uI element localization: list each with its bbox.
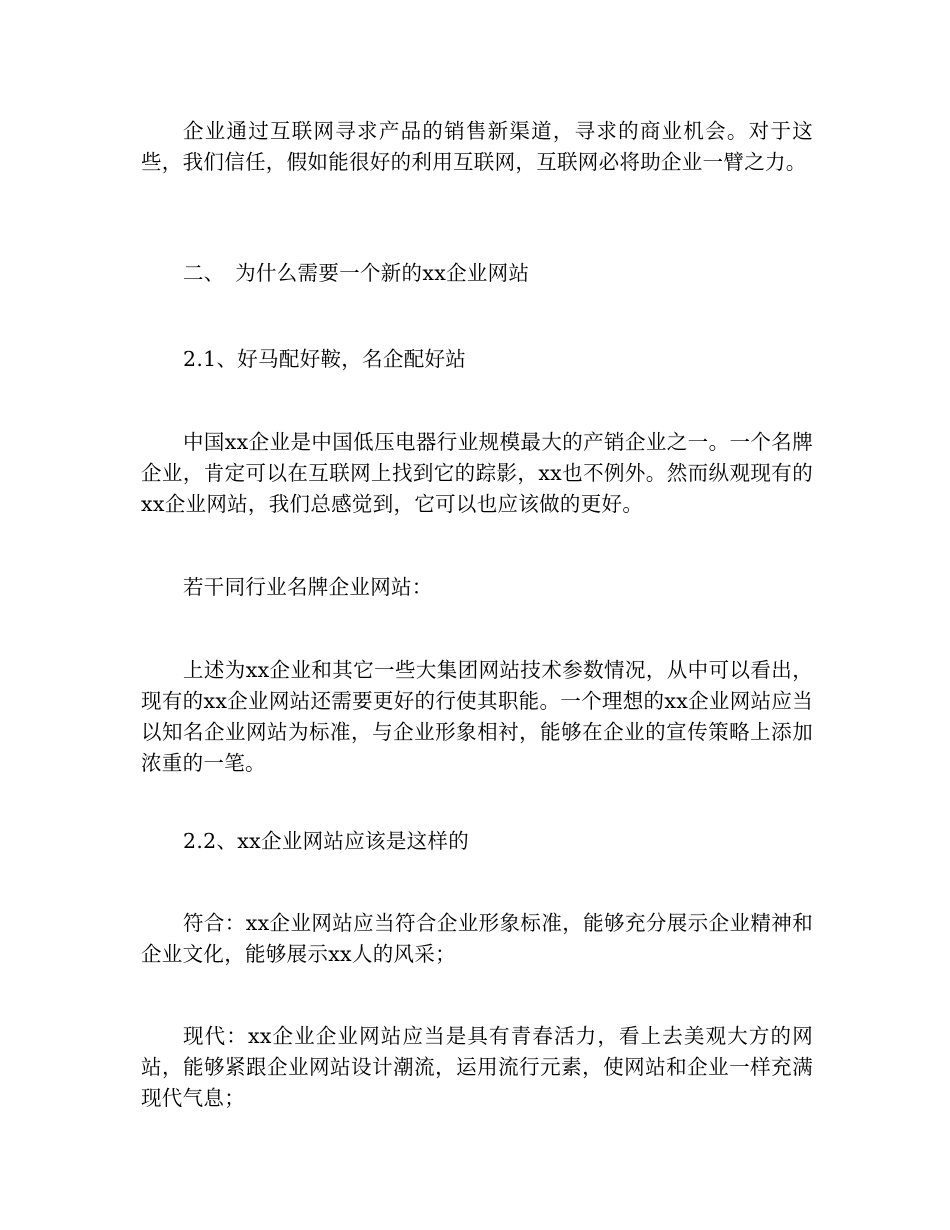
paragraph-peer-websites: 若干同行业名牌企业网站： [183,575,433,599]
paragraph-modern: 现代：xx企业企业网站应当是具有青春活力，看上去美观大方的网站，能够紧跟企业网站设计潮流，运用流行元素，使网站和企业一样充满现代气息； [141,1024,813,1110]
heading-section-2: 二、 为什么需要一个新的xx企业网站 [183,261,530,285]
paragraph-company-overview: 中国xx企业是中国低压电器行业规模最大的产销企业之一。一个名牌企业，肯定可以在互联网上找到它的踪影，xx也不例外。然而纵观现有的xx企业网站，我们总感觉到，它可以也应该做的更好。 [141,430,813,516]
paragraph-technical-comparison: 上述为xx企业和其它一些大集团网站技术参数情况，从中可以看出，现有的xx企业网站还需要更好的行使其职能。一个理想的xx企业网站应当以知名企业网站为标准，与企业形象相衬，能够在企业的宣传策略上添加浓重的一笔。 [141,658,813,775]
heading-2-1: 2.1、好马配好鞍，名企配好站 [183,347,467,371]
paragraph-intro: 企业通过互联网寻求产品的销售新渠道，寻求的商业机会。对于这些，我们信任，假如能很好的利用互联网，互联网必将助企业一臂之力。 [141,119,813,174]
paragraph-conformity: 符合：xx企业网站应当符合企业形象标准，能够充分展示企业精神和企业文化，能够展示xx人的风采； [141,911,813,966]
heading-2-2: 2.2、xx企业网站应该是这样的 [183,829,470,853]
